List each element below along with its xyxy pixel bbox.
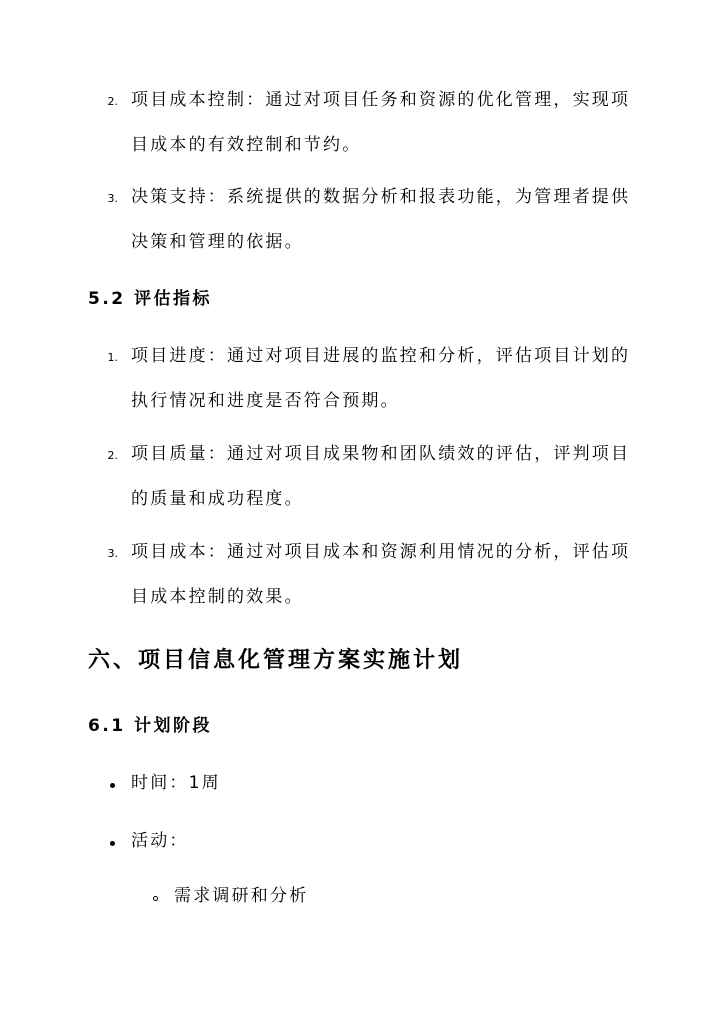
list-item-text: 目成本控制的效果。 xyxy=(131,587,304,607)
bullet-item-text: 活动： xyxy=(131,831,189,851)
list-number: 1. xyxy=(107,351,118,364)
section-heading: 5.2 评估指标 xyxy=(88,289,213,309)
list-item-text: 决策支持：系统提供的数据分析和报表功能，为管理者提供 xyxy=(131,187,631,207)
list-item-text: 项目质量：通过对项目成果物和团队绩效的评估，评判项目 xyxy=(131,444,631,464)
list-item-text: 的质量和成功程度。 xyxy=(131,489,304,509)
sub-bullet-item-text: 需求调研和分析 xyxy=(174,886,309,906)
list-number: 3. xyxy=(107,547,118,560)
bullet-item-text: 时间：1周 xyxy=(131,773,221,793)
list-number: 2. xyxy=(107,449,118,462)
hollow-bullet-icon xyxy=(153,896,158,901)
list-number: 2. xyxy=(107,95,118,108)
list-item-text: 项目成本控制：通过对项目任务和资源的优化管理，实现项 xyxy=(131,90,631,110)
list-item-text: 目成本的有效控制和节约。 xyxy=(131,135,362,155)
list-item-text: 执行情况和进度是否符合预期。 xyxy=(131,391,400,411)
list-item-text: 决策和管理的依据。 xyxy=(131,232,304,252)
list-item-text: 项目成本：通过对项目成本和资源利用情况的分析，评估项 xyxy=(131,542,631,562)
bullet-icon xyxy=(110,841,115,846)
section-heading: 6.1 计划阶段 xyxy=(88,716,213,736)
list-item-text: 项目进度：通过对项目进展的监控和分析，评估项目计划的 xyxy=(131,346,631,366)
bullet-icon xyxy=(110,783,115,788)
list-number: 3. xyxy=(107,192,118,205)
chapter-heading: 六、项目信息化管理方案实施计划 xyxy=(88,648,464,673)
